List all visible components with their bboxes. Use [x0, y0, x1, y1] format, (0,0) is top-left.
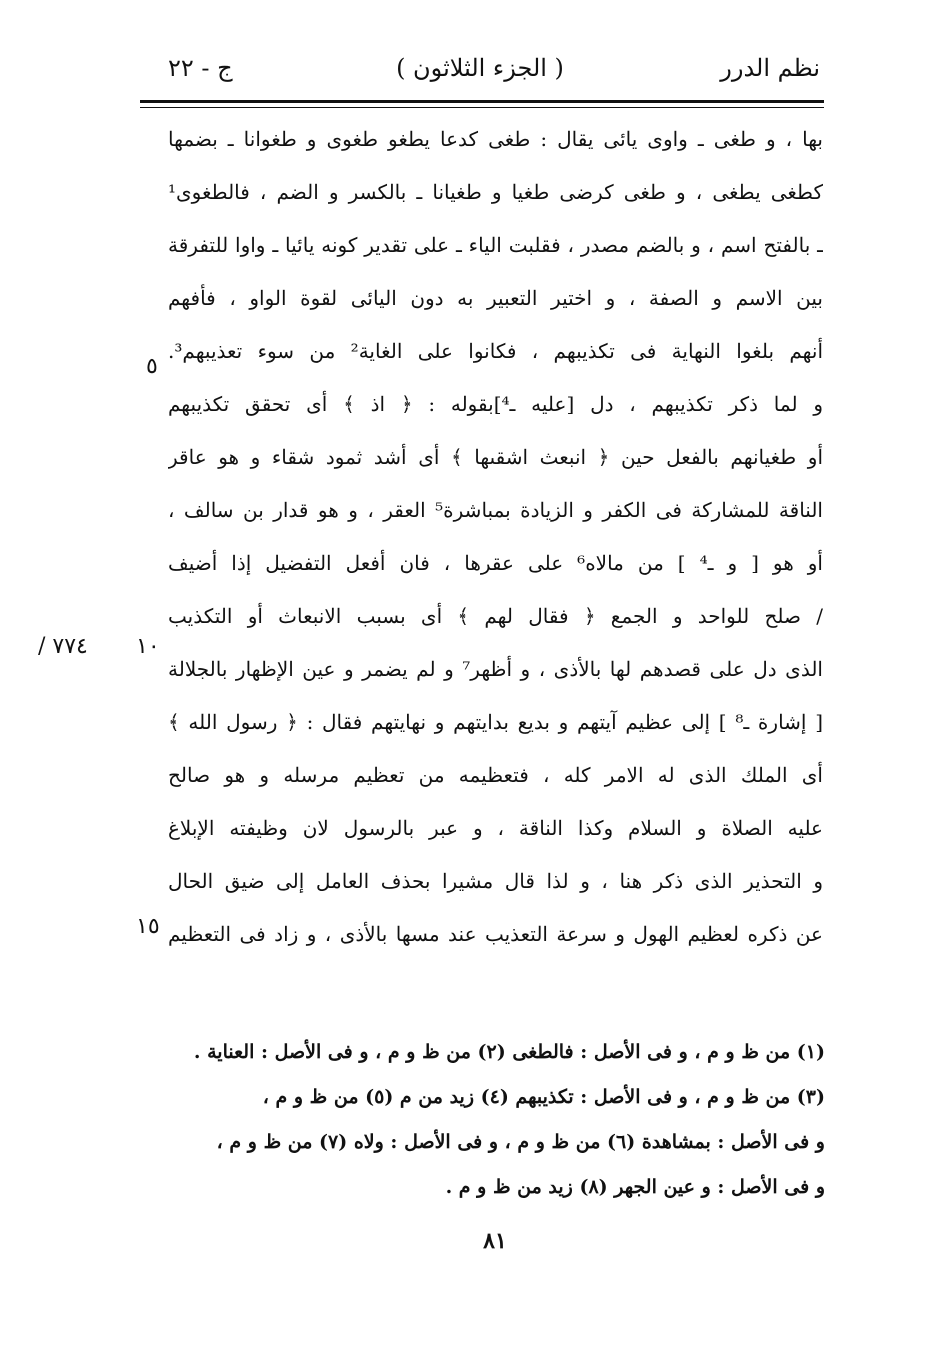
header-book-title: نظم الدرر	[720, 54, 820, 82]
body-line: بها ، و طغى ـ واوى يائى يقال : طغى كدعا يطغو طغوى و طغوانا ـ بضمها	[168, 127, 823, 151]
body-line: عليه الصلاة و السلام وكذا الناقة ، و عبر بالرسول لان وظيفته الإبلاغ	[168, 816, 823, 840]
page-number: ٨١	[483, 1228, 507, 1254]
body-line: بين الاسم و الصفة ، و اختير التعبير به دون اليائى لقوة الواو ، فأفهم	[168, 286, 823, 310]
body-line: الذى دل على قصدهم لها بالأذى ، و أظهر⁷ و لم يضمر و عين الإظهار بالجلالة	[168, 657, 823, 681]
body-line: كطغى يطغى ، و طغى كرضى طغيا و طغيانا ـ بالكسر و الضم ، فالطغوى¹	[168, 180, 823, 204]
footnote-line: (٣) من ظ و م ، و فى الأصل : تكذيبهم (٤) زيد من م (٥) من ظ و م ،	[262, 1086, 825, 1108]
footnote-line: و فى الأصل : و عين الجهر (٨) زيد من ظ و م .	[445, 1176, 825, 1198]
line-number-10: ١٠	[136, 634, 160, 659]
header-rule-thin	[140, 107, 824, 108]
header-part: ( الجزء الثلاثون )	[396, 54, 564, 82]
line-number-15: ١٥	[136, 914, 160, 939]
line-number-5: ٥	[146, 354, 158, 379]
running-header	[140, 50, 820, 100]
body-line: عن ذكره لعظيم الهول و سرعة التعذيب عند مسها بالأذى ، و زاد فى التعظيم	[168, 922, 823, 946]
body-line: ـ بالفتح اسم ، و بالضم مصدر ، فقلبت الياء ـ على تقدير كونه يائيا ـ واوا للتفرقة	[168, 233, 823, 257]
body-line: أى الملك الذى له الامر كله ، فتعظيمه من تعظيم مرسله و هو صالح	[168, 763, 823, 787]
header-rule-thick	[140, 100, 824, 103]
body-line: و لما ذكر تكذيبهم ، دل [عليه ـ⁴]بقوله : ﴿ اذ ﴾ أى تحقق تكذيبهم	[168, 392, 823, 416]
body-line: أنهم بلغوا النهاية فى تكذيبهم ، فكانوا على الغاية² من سوء تعذيبهم³.	[168, 339, 823, 363]
original-page-reference: ٧٧٤ /	[38, 634, 88, 659]
body-line: [ إشارة ـ⁸ ] إلى عظيم آيتهم و بديع بدايتهم و نهايتهم فقال : ﴿ رسول الله ﴾	[168, 710, 823, 734]
body-line: و التحذير الذى ذكر هنا ، و لذا قال مشيرا بحذف العامل إلى ضيق الحال	[168, 869, 823, 893]
body-line: / صلح للواحد و الجمع ﴿ فقال لهم ﴾ أى بسبب الانبعاث أو التكذيب	[168, 604, 823, 628]
body-line: أو طغيانهم بالفعل حين ﴿ انبعث اشقىها ﴾ أى أشد ثمود شقاء و هو عاقر	[168, 445, 823, 469]
body-line: أو هو [ و ـ⁴ ] من مالاه⁶ على عقرها ، فان أفعل التفضيل إذا أضيف	[168, 551, 823, 575]
footnote-line: (١) من ظ و م ، و فى الأصل : فالطغى (٢) من ظ و م ، و فى الأصل : العناية .	[193, 1041, 825, 1063]
footnote-line: و فى الأصل : بمشاهدة (٦) من ظ و م ، و فى الأصل : ولاه (٧) من ظ و م ،	[216, 1131, 825, 1153]
body-line: الناقة للمشاركة فى الكفر و الزيادة بمباشرة⁵ العقر ، و هو قدار بن سالف ،	[168, 498, 823, 522]
header-section: ج - ٢٢	[168, 54, 233, 82]
